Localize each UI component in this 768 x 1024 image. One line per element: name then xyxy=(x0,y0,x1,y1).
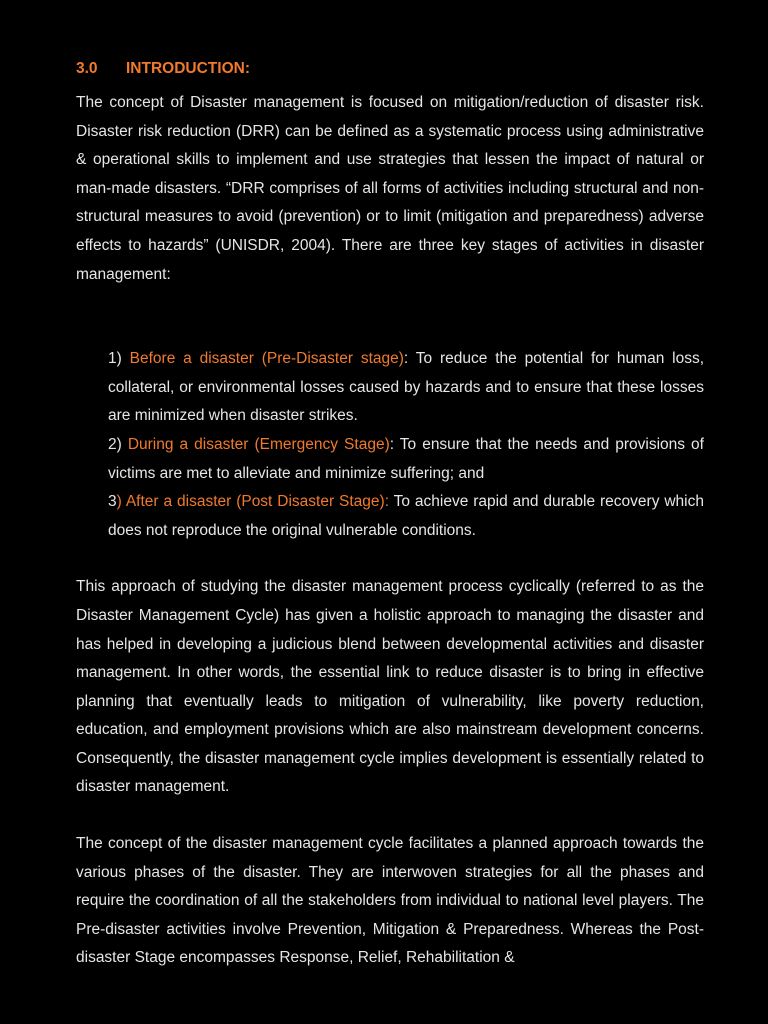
stage-title: Before a disaster (Pre-Disaster stage) xyxy=(129,350,404,368)
stages-list xyxy=(76,345,704,545)
document-page xyxy=(76,58,704,973)
stage-description: : To ensure that the needs and provisions of victims are met to alleviate and minimize suffering; and xyxy=(108,435,704,482)
stage-item-2 xyxy=(108,431,704,488)
stage-number: 2) xyxy=(108,435,122,453)
stage-title: During a disaster (Emergency Stage) xyxy=(127,435,390,453)
stage-item-3 xyxy=(108,488,704,545)
stage-item-1 xyxy=(108,345,704,431)
intro-paragraph: The concept of Disaster management is focused on mitigation/reduction of disaster risk. Disaster risk reduction (DRR) can be defined as a systematic process using administrative & operational skills to implement and use strategies that lessen the impact of natural or man-made disasters. “DRR comprises of all forms of activities including structural and non-structural measures to avoid (prevention) or to limit (mitigation and preparedness) adverse effects to hazards” (UNISDR, 2004). There are three key stages of activities in disaster management: xyxy=(76,94,704,283)
stage-description: : To reduce the potential for human loss, collateral, or environmental losses caused by hazards and to ensure that these losses are minimized when disaster strikes. xyxy=(108,350,705,425)
paragraph-gap xyxy=(76,802,704,830)
paragraph-gap xyxy=(76,545,704,573)
stage-number: 1) xyxy=(108,350,122,368)
stage-number: 3 xyxy=(108,493,117,511)
phases-paragraph: The concept of the disaster management cycle facilitates a planned approach towards the various phases of the disaster. They are interwoven strategies for all the phases and require the coordination of all the stakeholders from individual to national level players. The Pre-disaster activities involve Prevention, Mitigation & Preparedness. Whereas the Post-disaster Stage encompasses Response, Relief, Rehabilitation & xyxy=(76,835,704,967)
stage-description: To achieve rapid and durable recovery which does not reproduce the original vulnerable conditions. xyxy=(108,493,704,539)
section-title: INTRODUCTION: xyxy=(126,60,250,77)
section-number: 3.0 xyxy=(76,60,98,77)
stage-title: ) After a disaster (Post Disaster Stage): xyxy=(116,493,390,511)
section-heading xyxy=(76,58,704,80)
cycle-paragraph: This approach of studying the disaster management process cyclically (referred to as the Disaster Management Cycle) has given a holistic approach to managing the disaster and has helped in developing a judicious blend between developmental activities and disaster management. In other words, the essential link to reduce disaster is to bring in effective planning that eventually leads to mitigation of vulnerability, like poverty reduction, education, and employment provisions which are also mainstream development concerns. Consequently, the disaster management cycle implies development is essentially related to disaster management. xyxy=(76,578,704,796)
